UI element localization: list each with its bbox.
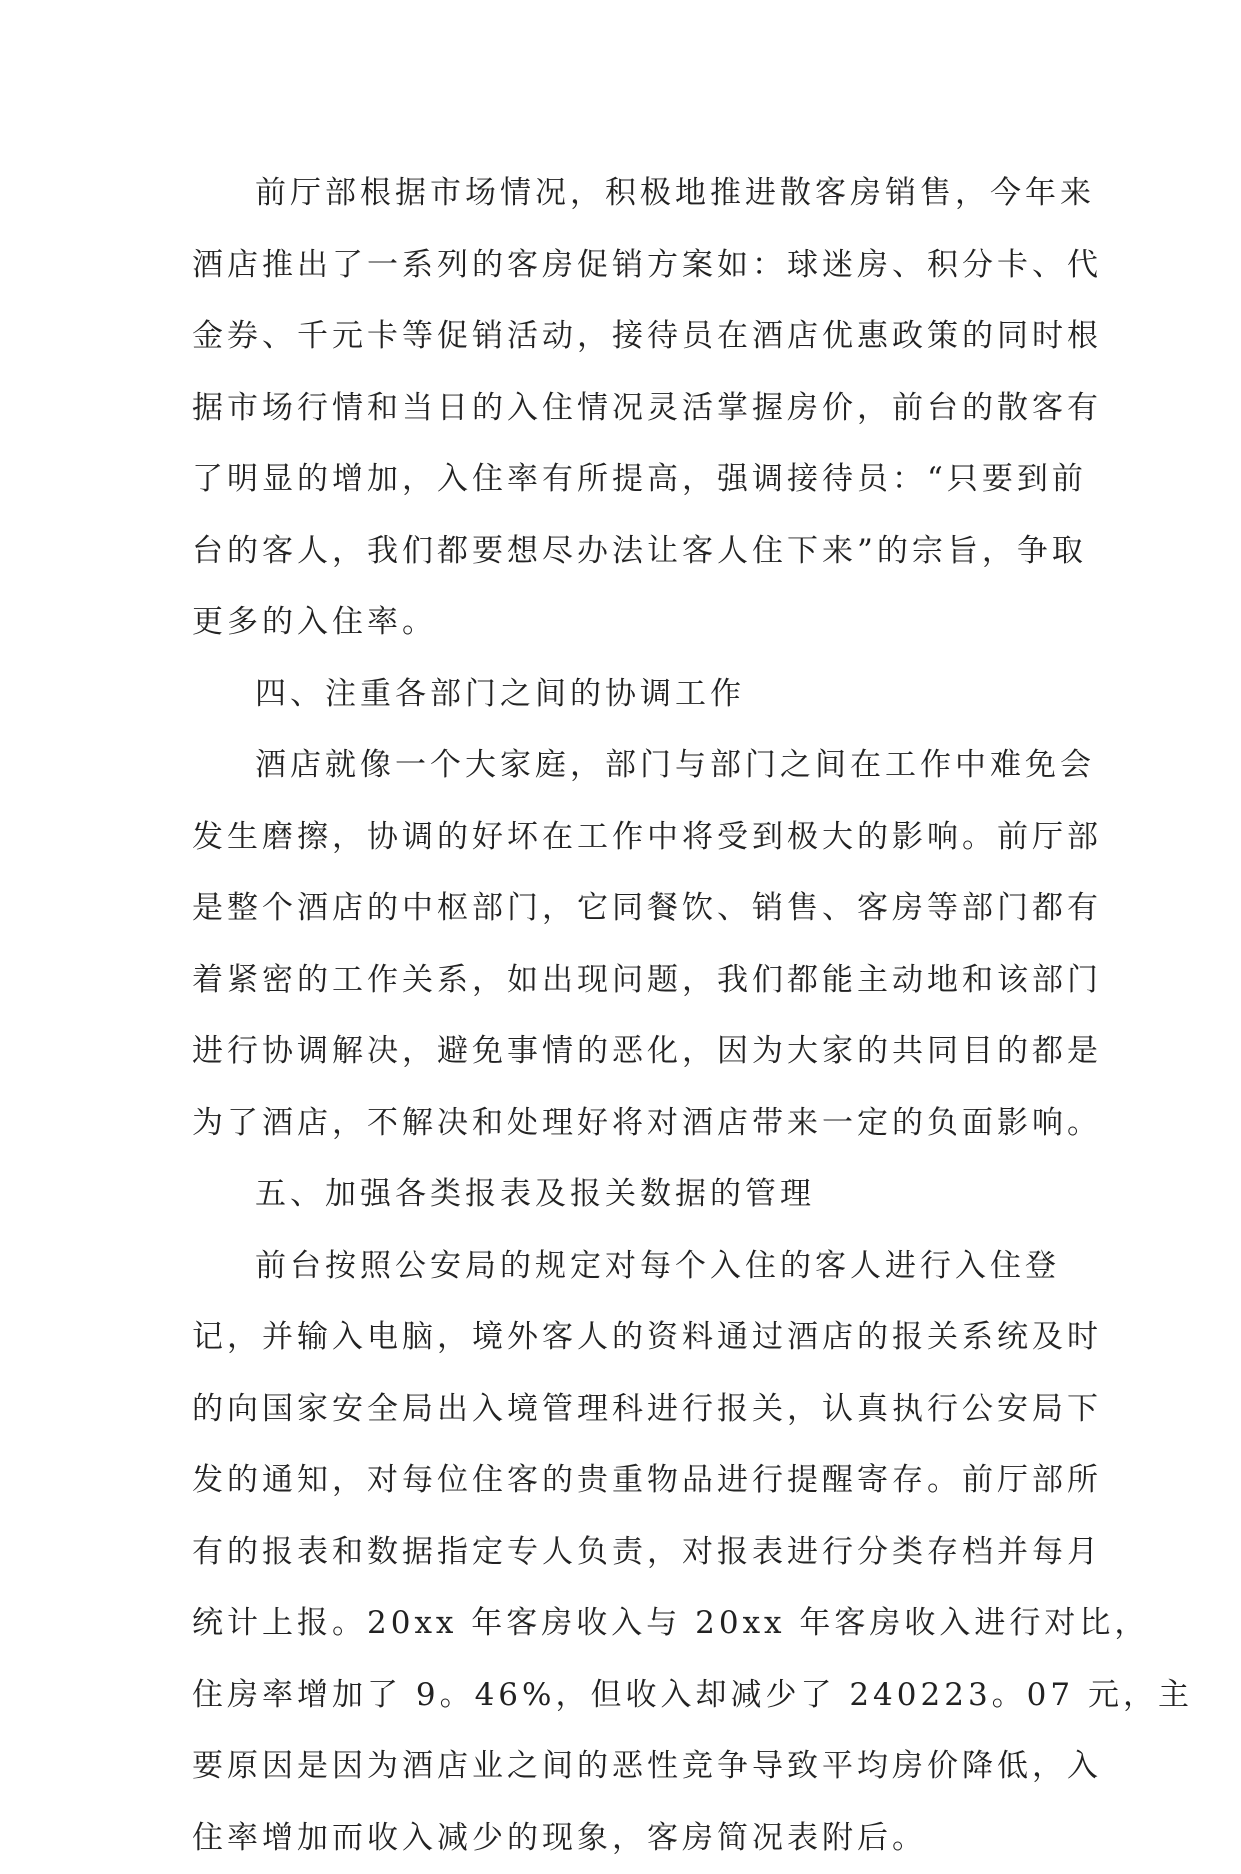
paragraph-line: 有的报表和数据指定专人负责，对报表进行分类存档并每月 [192,1517,1062,1589]
section-heading: 四、注重各部门之间的协调工作 [192,659,1062,731]
body-text [192,158,1062,1874]
section-heading: 五、加强各类报表及报关数据的管理 [192,1159,1062,1231]
paragraph-line: 进行协调解决，避免事情的恶化，因为大家的共同目的都是 [192,1016,1062,1088]
paragraph-line: 发的通知，对每位住客的贵重物品进行提醒寄存。前厅部所 [192,1445,1062,1517]
paragraph-line: 前厅部根据市场情况，积极地推进散客房销售，今年来 [192,158,1062,230]
paragraph-line: 记，并输入电脑，境外客人的资料通过酒店的报关系统及时 [192,1302,1062,1374]
paragraph-line: 住率增加而收入减少的现象，客房简况表附后。 [192,1803,1062,1874]
paragraph-line: 发生磨擦，协调的好坏在工作中将受到极大的影响。前厅部 [192,802,1062,874]
paragraph-line: 是整个酒店的中枢部门，它同餐饮、销售、客房等部门都有 [192,873,1062,945]
paragraph-line: 更多的入住率。 [192,587,1062,659]
paragraph-line: 的向国家安全局出入境管理科进行报关，认真执行公安局下 [192,1374,1062,1446]
paragraph-line: 据市场行情和当日的入住情况灵活掌握房价，前台的散客有 [192,373,1062,445]
paragraph-line: 着紧密的工作关系，如出现问题，我们都能主动地和该部门 [192,945,1062,1017]
paragraph-line: 酒店推出了一系列的客房促销方案如：球迷房、积分卡、代 [192,230,1062,302]
paragraph-line: 酒店就像一个大家庭，部门与部门之间在工作中难免会 [192,730,1062,802]
paragraph-line: 金券、千元卡等促销活动，接待员在酒店优惠政策的同时根 [192,301,1062,373]
paragraph-line: 台的客人，我们都要想尽办法让客人住下来”的宗旨，争取 [192,516,1062,588]
paragraph-line: 前台按照公安局的规定对每个入住的客人进行入住登 [192,1231,1062,1303]
paragraph-line: 为了酒店，不解决和处理好将对酒店带来一定的负面影响。 [192,1088,1062,1160]
paragraph-line: 统计上报。20xx 年客房收入与 20xx 年客房收入进行对比， [192,1588,1062,1660]
paragraph-line: 要原因是因为酒店业之间的恶性竞争导致平均房价降低，入 [192,1731,1062,1803]
paragraph-line: 住房率增加了 9。46%，但收入却减少了 240223。07 元，主 [192,1660,1062,1732]
paragraph-line: 了明显的增加，入住率有所提高，强调接待员：“只要到前 [192,444,1062,516]
